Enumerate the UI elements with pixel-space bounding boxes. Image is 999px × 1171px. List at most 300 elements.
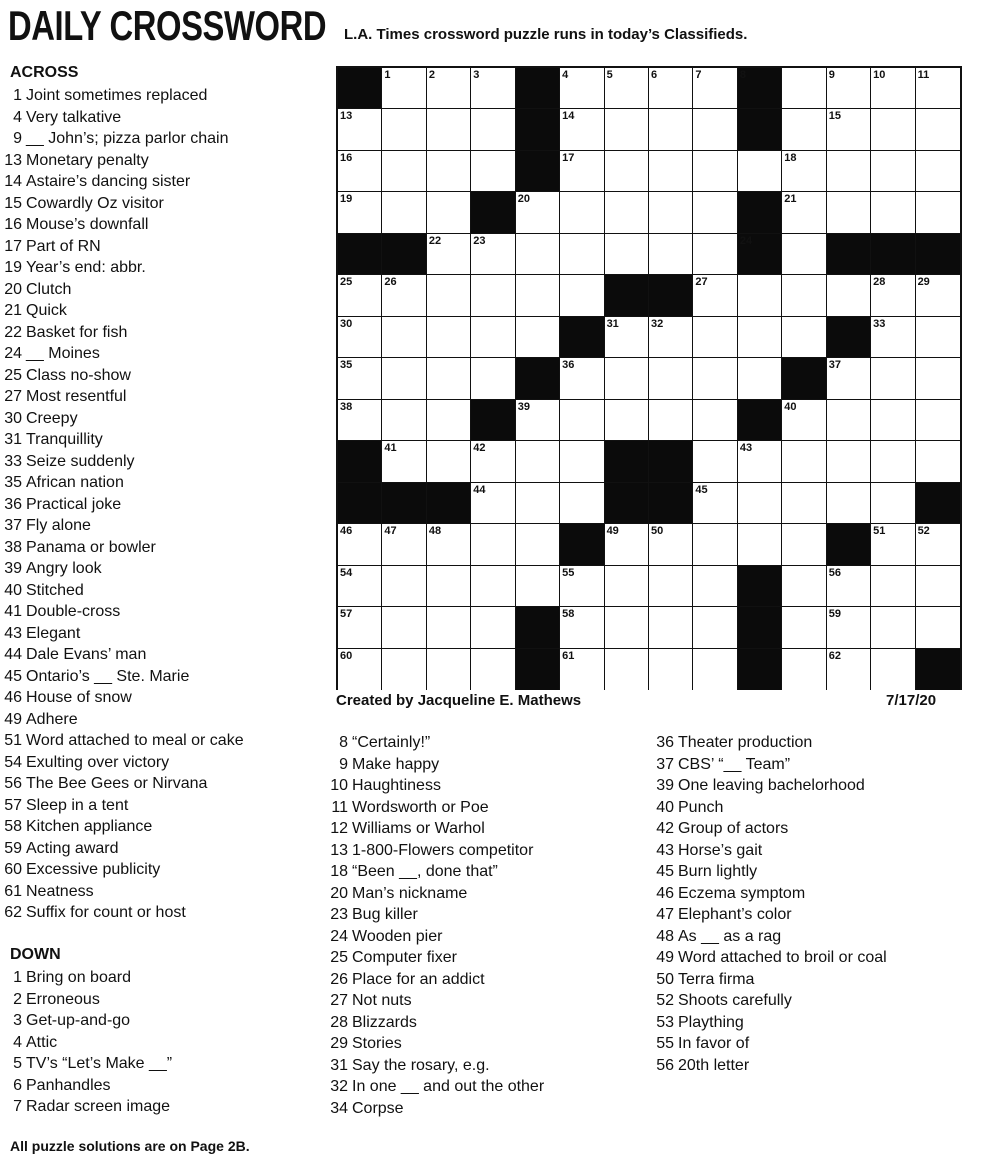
grid-block (605, 275, 649, 316)
grid-cell[interactable] (516, 524, 560, 565)
grid-cell[interactable] (427, 649, 471, 690)
grid-cell[interactable] (693, 68, 737, 109)
cell-number: 46 (340, 525, 353, 538)
cell-number: 40 (784, 400, 797, 413)
grid-cell[interactable] (649, 400, 693, 441)
grid-cell[interactable] (693, 317, 737, 358)
cell-number: 32 (651, 317, 664, 330)
grid-cell[interactable] (782, 441, 826, 482)
grid-cell[interactable] (916, 68, 960, 109)
cell-number: 27 (695, 276, 708, 289)
grid-cell[interactable] (471, 151, 515, 192)
grid-cell[interactable] (871, 483, 915, 524)
clue-item (652, 947, 887, 969)
clue-item (0, 967, 172, 989)
clue-number: 25 (4, 366, 22, 384)
grid-cell[interactable] (693, 649, 737, 690)
clue-text: Erroneous (26, 990, 100, 1008)
clue-item (0, 709, 244, 731)
grid-block (738, 68, 782, 109)
clue-text: 20th letter (678, 1056, 750, 1074)
grid-cell[interactable] (871, 275, 915, 316)
clue-number: 16 (4, 216, 22, 233)
cell-number: 41 (384, 442, 397, 455)
grid-cell[interactable] (560, 649, 604, 690)
clue-number: 7 (13, 1098, 22, 1115)
grid-cell[interactable] (605, 192, 649, 233)
clue-item (652, 990, 887, 1012)
clue-text: Most resentful (26, 388, 127, 405)
grid-cell[interactable] (560, 151, 604, 192)
grid-cell[interactable] (871, 151, 915, 192)
cell-number: 10 (873, 69, 886, 81)
grid-cell[interactable] (916, 524, 960, 565)
grid-cell[interactable] (605, 109, 649, 150)
clue-number: 18 (330, 863, 348, 880)
grid-cell[interactable] (471, 441, 515, 482)
page-subtitle: L.A. Times crossword puzzle runs in today’s Classifieds. (344, 26, 748, 43)
grid-cell[interactable] (471, 234, 515, 275)
grid-cell[interactable] (560, 566, 604, 607)
grid-cell[interactable] (693, 358, 737, 399)
grid-cell[interactable] (605, 649, 649, 690)
grid-block (916, 234, 960, 275)
grid-cell[interactable] (605, 358, 649, 399)
clue-item (0, 300, 244, 322)
grid-block (560, 524, 604, 565)
grid-cell[interactable] (871, 566, 915, 607)
cell-number: 25 (340, 276, 353, 289)
grid-cell[interactable] (471, 317, 515, 358)
grid-cell[interactable] (916, 317, 960, 358)
grid-cell[interactable] (382, 524, 426, 565)
clue-text: Very talkative (26, 108, 122, 126)
clue-text: Stories (352, 1035, 402, 1052)
cell-number: 8 (739, 69, 746, 81)
clue-text: Cowardly Oz visitor (26, 194, 164, 212)
grid-cell[interactable] (782, 234, 826, 275)
grid-cell[interactable] (382, 151, 426, 192)
grid-cell[interactable] (427, 524, 471, 565)
grid-cell[interactable] (382, 109, 426, 150)
clue-item (0, 193, 244, 215)
clue-item (652, 732, 887, 754)
clue-text: Mouse’s downfall (26, 216, 149, 233)
grid-cell[interactable] (782, 483, 826, 524)
grid-cell[interactable] (560, 483, 604, 524)
grid-block (382, 483, 426, 524)
grid-cell[interactable] (382, 317, 426, 358)
grid-cell[interactable] (471, 566, 515, 607)
grid-cell[interactable] (782, 400, 826, 441)
grid-cell[interactable] (516, 275, 560, 316)
cell-number: 20 (517, 193, 530, 206)
grid-cell[interactable] (827, 483, 871, 524)
clue-item (0, 343, 244, 365)
clue-number: 22 (4, 323, 22, 341)
grid-cell[interactable] (471, 275, 515, 316)
clue-item (326, 840, 544, 862)
grid-cell[interactable] (427, 234, 471, 275)
cell-number: 49 (606, 525, 619, 538)
grid-cell[interactable] (782, 151, 826, 192)
grid-cell[interactable] (560, 192, 604, 233)
clue-item (652, 1055, 887, 1077)
grid-cell[interactable] (427, 317, 471, 358)
cell-number: 50 (651, 525, 664, 538)
grid-cell[interactable] (605, 234, 649, 275)
grid-cell[interactable] (916, 358, 960, 399)
clue-text: “Certainly!” (352, 734, 431, 751)
clue-number: 49 (4, 710, 22, 728)
grid-cell[interactable] (338, 607, 382, 648)
grid-cell[interactable] (649, 317, 693, 358)
grid-cell[interactable] (738, 483, 782, 524)
grid-cell[interactable] (338, 566, 382, 607)
grid-cell[interactable] (782, 566, 826, 607)
clue-text: Shoots carefully (678, 992, 792, 1009)
grid-cell[interactable] (471, 607, 515, 648)
grid-cell[interactable] (427, 566, 471, 607)
grid-cell[interactable] (516, 400, 560, 441)
grid-block (516, 649, 560, 690)
grid-cell[interactable] (605, 607, 649, 648)
grid-block (338, 441, 382, 482)
grid-cell[interactable] (827, 400, 871, 441)
grid-cell[interactable] (916, 566, 960, 607)
cell-number: 22 (428, 234, 442, 247)
grid-cell[interactable] (382, 275, 426, 316)
grid-cell[interactable] (605, 566, 649, 607)
grid-cell[interactable] (871, 441, 915, 482)
clue-number: 39 (4, 560, 22, 577)
clue-item (326, 861, 544, 883)
grid-cell[interactable] (427, 192, 471, 233)
clue-item (0, 644, 244, 666)
clue-text: Exulting over victory (26, 753, 170, 771)
grid-cell[interactable] (560, 275, 604, 316)
grid-cell[interactable] (871, 68, 915, 109)
grid-cell[interactable] (738, 441, 782, 482)
grid-cell[interactable] (649, 151, 693, 192)
grid-cell[interactable] (471, 524, 515, 565)
grid-cell[interactable] (916, 192, 960, 233)
grid-cell[interactable] (516, 483, 560, 524)
clue-text: Sleep in a tent (26, 796, 129, 814)
grid-cell[interactable] (427, 275, 471, 316)
grid-cell[interactable] (649, 649, 693, 690)
grid-cell[interactable] (471, 483, 515, 524)
clue-item (0, 322, 244, 344)
grid-cell[interactable] (338, 275, 382, 316)
clue-text: Wooden pier (352, 927, 443, 945)
grid-block (516, 68, 560, 109)
grid-block (649, 441, 693, 482)
grid-cell[interactable] (693, 566, 737, 607)
grid-block (560, 317, 604, 358)
grid-cell[interactable] (471, 358, 515, 399)
grid-cell[interactable] (605, 151, 649, 192)
clue-number: 40 (4, 581, 22, 599)
grid-cell[interactable] (382, 607, 426, 648)
clue-item (0, 1096, 172, 1118)
grid-cell[interactable] (916, 151, 960, 192)
grid-block (471, 192, 515, 233)
grid-cell[interactable] (916, 400, 960, 441)
grid-cell[interactable] (738, 358, 782, 399)
clue-item (0, 472, 244, 494)
grid-cell[interactable] (871, 109, 915, 150)
grid-cell[interactable] (827, 192, 871, 233)
grid-cell[interactable] (427, 358, 471, 399)
clue-number: 49 (656, 949, 674, 966)
grid-cell[interactable] (382, 566, 426, 607)
cell-number: 48 (428, 525, 442, 538)
clue-number: 11 (331, 798, 348, 816)
grid-cell[interactable] (916, 109, 960, 150)
clue-item (0, 279, 244, 301)
grid-cell[interactable] (693, 441, 737, 482)
grid-cell[interactable] (827, 151, 871, 192)
grid-cell[interactable] (916, 275, 960, 316)
grid-cell[interactable] (427, 607, 471, 648)
clue-text: Williams or Warhol (352, 820, 485, 837)
clue-item (0, 494, 244, 516)
clue-number: 39 (656, 777, 674, 794)
grid-cell[interactable] (338, 151, 382, 192)
grid-cell[interactable] (871, 192, 915, 233)
grid-cell[interactable] (782, 192, 826, 233)
grid-cell[interactable] (427, 441, 471, 482)
grid-cell[interactable] (738, 275, 782, 316)
grid-cell[interactable] (782, 607, 826, 648)
clue-item (0, 128, 244, 150)
grid-cell[interactable] (605, 400, 649, 441)
grid-cell[interactable] (827, 275, 871, 316)
grid-cell[interactable] (827, 358, 871, 399)
grid-cell[interactable] (382, 192, 426, 233)
grid-cell[interactable] (871, 317, 915, 358)
grid-cell[interactable] (605, 317, 649, 358)
cell-number: 45 (695, 483, 708, 496)
grid-cell[interactable] (471, 109, 515, 150)
clue-text: Double-cross (26, 603, 121, 620)
grid-cell[interactable] (382, 358, 426, 399)
grid-cell[interactable] (693, 275, 737, 316)
grid-cell[interactable] (516, 192, 560, 233)
clue-number: 13 (4, 151, 22, 169)
clue-text: Adhere (26, 710, 78, 728)
clue-number: 8 (339, 734, 348, 751)
clue-number: 57 (4, 796, 22, 814)
cell-number: 17 (562, 151, 575, 164)
grid-cell[interactable] (560, 68, 604, 109)
grid-cell[interactable] (338, 317, 382, 358)
grid-cell[interactable] (871, 358, 915, 399)
cell-number: 58 (562, 608, 575, 621)
clue-item (652, 1033, 887, 1055)
grid-cell[interactable] (516, 234, 560, 275)
grid-cell[interactable] (471, 68, 515, 109)
grid-cell[interactable] (560, 358, 604, 399)
clue-number: 23 (330, 906, 348, 923)
clue-item (0, 150, 244, 172)
grid-cell[interactable] (693, 151, 737, 192)
clue-item (326, 1012, 544, 1034)
grid-cell[interactable] (338, 192, 382, 233)
grid-cell[interactable] (560, 400, 604, 441)
grid-cell[interactable] (827, 607, 871, 648)
grid-cell[interactable] (382, 400, 426, 441)
clue-number: 54 (4, 753, 22, 771)
clue-text: Fly alone (26, 517, 91, 534)
clue-item (326, 990, 544, 1012)
grid-cell[interactable] (827, 566, 871, 607)
grid-block (782, 358, 826, 399)
grid-cell[interactable] (427, 151, 471, 192)
grid-cell[interactable] (693, 400, 737, 441)
grid-cell[interactable] (649, 566, 693, 607)
grid-cell[interactable] (605, 524, 649, 565)
clue-text: TV’s “Let’s Make __” (26, 1055, 173, 1072)
clue-item (652, 1012, 887, 1034)
grid-cell[interactable] (516, 566, 560, 607)
clue-item (652, 775, 887, 797)
grid-cell[interactable] (693, 524, 737, 565)
grid-cell[interactable] (605, 68, 649, 109)
grid-cell[interactable] (471, 649, 515, 690)
grid-cell[interactable] (827, 68, 871, 109)
grid-cell[interactable] (782, 524, 826, 565)
grid-cell[interactable] (693, 109, 737, 150)
grid-cell[interactable] (693, 192, 737, 233)
clue-item (0, 515, 244, 537)
clue-text: House of snow (26, 689, 132, 706)
grid-block (471, 400, 515, 441)
grid-cell[interactable] (649, 524, 693, 565)
grid-cell[interactable] (560, 441, 604, 482)
grid-cell[interactable] (738, 151, 782, 192)
grid-cell[interactable] (649, 68, 693, 109)
grid-cell[interactable] (782, 68, 826, 109)
grid-cell[interactable] (827, 649, 871, 690)
grid-cell[interactable] (827, 109, 871, 150)
cell-number: 29 (917, 276, 930, 289)
grid-block (338, 68, 382, 109)
cell-number: 7 (695, 69, 702, 81)
grid-cell[interactable] (338, 109, 382, 150)
solutions-note: All puzzle solutions are on Page 2B. (10, 1138, 250, 1154)
clue-item (652, 926, 887, 948)
clue-item (0, 773, 244, 795)
grid-cell[interactable] (338, 649, 382, 690)
clue-number: 1 (13, 87, 22, 104)
clue-text: __ John’s; pizza parlor chain (26, 130, 229, 147)
grid-cell[interactable] (649, 234, 693, 275)
clue-number: 48 (656, 927, 674, 945)
grid-cell[interactable] (693, 483, 737, 524)
grid-cell[interactable] (782, 109, 826, 150)
grid-cell[interactable] (427, 109, 471, 150)
grid-cell[interactable] (338, 400, 382, 441)
grid-block (827, 317, 871, 358)
grid-block (427, 483, 471, 524)
clue-text: Excessive publicity (26, 861, 161, 878)
clue-text: Clutch (26, 280, 72, 298)
grid-cell[interactable] (693, 234, 737, 275)
grid-cell[interactable] (871, 400, 915, 441)
clue-item (326, 1055, 544, 1077)
clue-item (652, 861, 887, 883)
grid-cell[interactable] (427, 68, 471, 109)
grid-cell[interactable] (560, 607, 604, 648)
grid-cell[interactable] (516, 317, 560, 358)
cell-number: 6 (651, 69, 658, 81)
grid-cell[interactable] (338, 358, 382, 399)
grid-cell[interactable] (560, 234, 604, 275)
grid-cell[interactable] (738, 317, 782, 358)
clue-number: 25 (330, 949, 348, 966)
grid-cell[interactable] (382, 441, 426, 482)
grid-cell[interactable] (338, 524, 382, 565)
grid-cell[interactable] (827, 441, 871, 482)
grid-cell[interactable] (693, 607, 737, 648)
grid-cell[interactable] (649, 109, 693, 150)
grid-cell[interactable] (560, 109, 604, 150)
clue-number: 34 (330, 1099, 348, 1117)
clue-text: Basket for fish (26, 323, 128, 341)
clue-text: African nation (26, 474, 124, 491)
grid-cell[interactable] (916, 441, 960, 482)
grid-cell[interactable] (649, 358, 693, 399)
down-heading: DOWN (10, 946, 61, 963)
clue-number: 56 (656, 1056, 674, 1074)
clue-text: Dale Evans’ man (26, 646, 147, 663)
grid-cell[interactable] (427, 400, 471, 441)
grid-cell[interactable] (782, 649, 826, 690)
cell-number: 33 (873, 317, 886, 330)
grid-cell[interactable] (871, 649, 915, 690)
clue-text: Suffix for count or host (26, 904, 186, 921)
clue-item (0, 386, 244, 408)
clue-number: 32 (330, 1078, 348, 1095)
clue-text: Part of RN (26, 237, 101, 255)
clue-text: Group of actors (678, 820, 789, 837)
clue-text: Place for an addict (352, 970, 485, 988)
grid-cell[interactable] (916, 607, 960, 648)
grid-cell[interactable] (382, 649, 426, 690)
grid-cell[interactable] (871, 607, 915, 648)
cell-number: 59 (828, 608, 841, 621)
clue-text: Punch (678, 798, 724, 816)
grid-cell[interactable] (782, 317, 826, 358)
grid-cell[interactable] (871, 524, 915, 565)
grid-cell[interactable] (649, 607, 693, 648)
grid-cell[interactable] (516, 441, 560, 482)
grid-cell[interactable] (649, 192, 693, 233)
clue-number: 52 (656, 992, 674, 1009)
clue-item (652, 797, 887, 819)
grid-cell[interactable] (782, 275, 826, 316)
clue-number: 36 (4, 495, 22, 513)
clue-number: 10 (330, 777, 348, 794)
clue-item (0, 1010, 172, 1032)
clue-text: Horse’s gait (678, 841, 763, 859)
cell-number: 39 (517, 400, 530, 413)
grid-cell[interactable] (382, 68, 426, 109)
grid-cell[interactable] (738, 524, 782, 565)
clue-text: Radar screen image (26, 1098, 171, 1115)
